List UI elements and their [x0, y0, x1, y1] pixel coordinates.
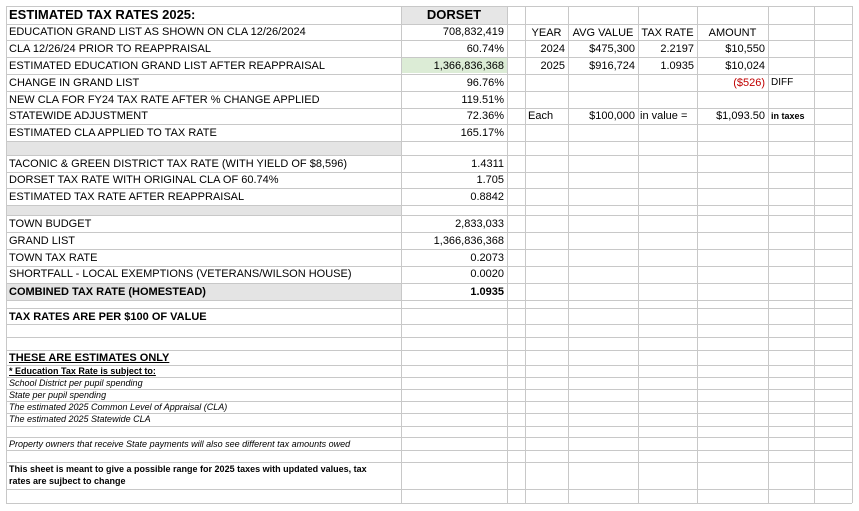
note-item: The estimated 2025 Statewide CLA [9, 414, 151, 424]
subject-to-note: * Education Tax Rate is subject to: [9, 366, 156, 376]
shortfall-value: 0.0020 [470, 268, 504, 280]
diff-label: DIFF [771, 77, 794, 88]
sheet-meant-note-line1: This sheet is meant to give a possible range for 2025 taxes with updated values, tax [9, 464, 367, 474]
year-cell: 2024 [540, 43, 565, 55]
sheet-meant-note-line2: rates are sujbect to change [9, 476, 126, 486]
est-cla-applied-label: ESTIMATED CLA APPLIED TO TAX RATE [9, 127, 217, 139]
amount-header: AMOUNT [708, 27, 757, 39]
amount-cell: $10,550 [725, 43, 765, 55]
in-value-label: in value = [640, 110, 688, 122]
in-taxes-label: in taxes [771, 111, 805, 121]
note-item: School District per pupil spending [9, 378, 143, 388]
estimates-only-heading: THESE ARE ESTIMATES ONLY [9, 352, 170, 364]
separator-band [7, 205, 401, 215]
tax-rate-cell: 2.2197 [660, 43, 694, 55]
per-100-note: TAX RATES ARE PER $100 OF VALUE [9, 311, 207, 323]
dorset-rate-orig-label: DORSET TAX RATE WITH ORIGINAL CLA OF 60.74% [9, 174, 279, 186]
tax-rate-header: TAX RATE [641, 27, 694, 39]
edu-grand-list-after-value: 1,366,836,368 [433, 60, 504, 72]
est-cla-applied-value: 165.17% [460, 127, 504, 139]
separator-band [7, 141, 401, 155]
per-value-taxes: $1,093.50 [716, 110, 765, 122]
grand-list-value: 1,366,836,368 [433, 235, 504, 247]
change-grand-list-label: CHANGE IN GRAND LIST [9, 77, 140, 89]
dorset-rate-orig-value: 1.705 [476, 174, 504, 186]
grand-list-label: GRAND LIST [9, 235, 76, 247]
change-grand-list-value: 96.76% [466, 77, 504, 89]
avg-value-cell: $475,300 [589, 43, 635, 55]
avg-value-header: AVG VALUE [572, 27, 634, 39]
tax-rate-cell: 1.0935 [660, 60, 694, 72]
est-rate-after-label: ESTIMATED TAX RATE AFTER REAPPRAISAL [9, 191, 245, 203]
year-header: YEAR [531, 27, 562, 39]
note-item: State per pupil spending [9, 390, 107, 400]
statewide-adj-label: STATEWIDE ADJUSTMENT [9, 110, 148, 122]
sheet-title: ESTIMATED TAX RATES 2025: [9, 7, 196, 22]
town-tax-rate-value: 0.2073 [470, 252, 504, 264]
note-item: The estimated 2025 Common Level of Appraisal (CLA) [9, 402, 228, 412]
edu-grand-list-value: 708,832,419 [442, 26, 504, 38]
year-cell: 2025 [540, 60, 565, 72]
property-owners-note: Property owners that receive State payments will also see different tax amounts owed [9, 439, 351, 449]
avg-value-cell: $916,724 [589, 60, 635, 72]
each-label: Each [528, 110, 554, 122]
edu-grand-list-after-label: ESTIMATED EDUCATION GRAND LIST AFTER REAPPRAISAL [9, 60, 326, 72]
new-cla-label: NEW CLA FOR FY24 TAX RATE AFTER % CHANGE APPLIED [9, 94, 320, 106]
new-cla-value: 119.51% [461, 94, 504, 106]
combined-rate-value: 1.0935 [470, 286, 504, 298]
town-tax-rate-label: TOWN TAX RATE [9, 252, 98, 264]
combined-rate-label: COMBINED TAX RATE (HOMESTEAD) [9, 286, 206, 298]
amount-cell: $10,024 [725, 60, 765, 72]
per-value-amount: $100,000 [589, 110, 635, 122]
diff-value: ($526) [733, 77, 765, 89]
cla-prior-label: CLA 12/26/24 PRIOR TO REAPPRAISAL [9, 43, 211, 55]
taconic-rate-label: TACONIC & GREEN DISTRICT TAX RATE (WITH YIELD OF $8,596) [9, 158, 348, 170]
edu-grand-list-label: EDUCATION GRAND LIST AS SHOWN ON CLA 12/26/2024 [9, 26, 306, 38]
cla-prior-value: 60.74% [466, 43, 504, 55]
shortfall-label: SHORTFALL - LOCAL EXEMPTIONS (VETERANS/WILSON HOUSE) [9, 268, 352, 280]
town-budget-label: TOWN BUDGET [9, 218, 92, 230]
taconic-rate-value: 1.4311 [471, 158, 504, 170]
town-header: DORSET [426, 7, 482, 22]
town-budget-value: 2,833,033 [455, 218, 504, 230]
statewide-adj-value: 72.36% [466, 110, 504, 122]
est-rate-after-value: 0.8842 [470, 191, 504, 203]
